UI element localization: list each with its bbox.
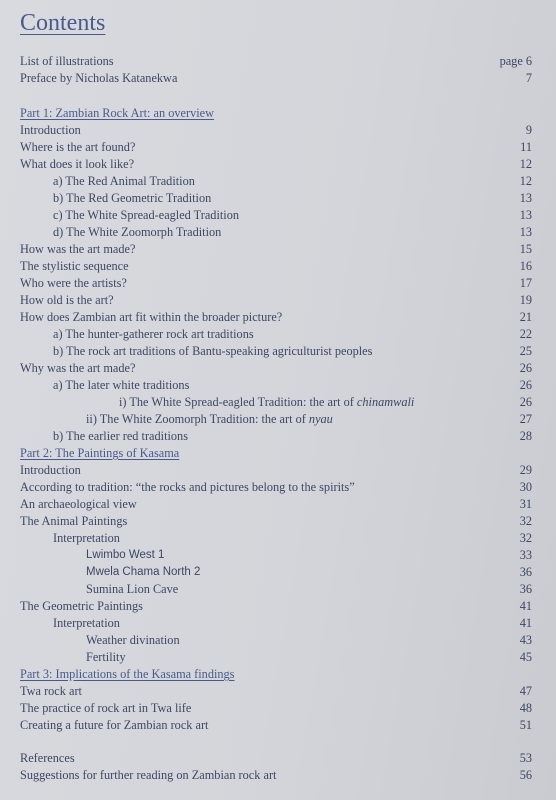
toc-entry-text: b) The Red Geometric Tradition xyxy=(53,191,212,205)
toc-entry-text: Who were the artists? xyxy=(20,276,127,290)
toc-page-number: 13 xyxy=(519,208,532,222)
toc-entry xyxy=(0,309,532,326)
toc-entry-text: An archaeological view xyxy=(20,497,137,511)
toc-entry-text: List of illustrations xyxy=(20,54,114,68)
toc-entry-title xyxy=(86,581,178,598)
toc-page-number: 11 xyxy=(520,140,532,154)
toc-entry xyxy=(0,598,532,615)
toc-entry xyxy=(0,530,532,547)
toc-entry xyxy=(0,513,532,530)
toc-entry xyxy=(0,156,532,173)
toc-entry-title xyxy=(20,496,137,513)
toc-page-number: 32 xyxy=(519,531,532,545)
toc-entry-title xyxy=(53,207,239,224)
toc-entry-text: What does it look like? xyxy=(20,157,135,171)
toc-entry-text: The stylistic sequence xyxy=(20,259,129,273)
toc-entry xyxy=(0,70,532,87)
toc-page-number: 36 xyxy=(519,565,532,579)
toc-entry xyxy=(0,462,532,479)
toc-page-number: 12 xyxy=(519,157,532,171)
toc-entry-text: a) The Red Animal Tradition xyxy=(53,174,195,188)
toc-entry-title xyxy=(20,241,135,258)
toc-entry-title xyxy=(20,462,81,479)
toc-page-number: 9 xyxy=(525,123,532,137)
toc-page-number: 26 xyxy=(519,361,532,375)
toc-entry-text: Weather divination xyxy=(86,633,180,647)
toc-entry xyxy=(0,649,532,666)
toc-entry-title xyxy=(20,767,276,784)
page-title: Contents xyxy=(20,10,106,36)
toc-entry-text: References xyxy=(20,751,75,765)
toc-entry-text: Preface by Nicholas Katanekwa xyxy=(20,71,178,85)
toc-entry xyxy=(0,411,532,428)
toc-entry xyxy=(0,615,532,632)
toc-entry xyxy=(0,496,532,513)
toc-entry-text: Interpretation xyxy=(53,531,120,545)
toc-entry-title xyxy=(20,445,179,462)
toc-entry-title xyxy=(53,224,221,241)
toc-entry xyxy=(0,377,532,394)
toc-entry-title xyxy=(86,649,126,666)
toc-entry-text: Introduction xyxy=(20,463,81,477)
toc-entry-title xyxy=(20,309,282,326)
toc-entry-title xyxy=(20,683,82,700)
toc-page-number: 25 xyxy=(519,344,532,358)
toc-page-number: 28 xyxy=(519,429,532,443)
toc-page-number: 43 xyxy=(519,633,532,647)
toc-page-number: 45 xyxy=(519,650,532,664)
toc-part-heading xyxy=(0,105,532,122)
toc-entry xyxy=(0,700,532,717)
toc-entry-text: Creating a future for Zambian rock art xyxy=(20,718,209,732)
toc-entry-text: a) The hunter-gatherer rock art traditions xyxy=(53,327,254,341)
toc-entry xyxy=(0,241,532,258)
toc-entry xyxy=(0,173,532,190)
toc-entry-title xyxy=(86,547,164,564)
toc-part-heading xyxy=(0,666,532,683)
toc-entry-title xyxy=(20,275,127,292)
toc-page-number: 32 xyxy=(519,514,532,528)
toc-entry-text: Why was the art made? xyxy=(20,361,136,375)
toc-entry-title xyxy=(20,598,143,615)
toc-entry-title xyxy=(20,360,135,377)
toc-entry-title xyxy=(20,700,191,717)
toc-entry-text: Where is the art found? xyxy=(20,140,136,154)
toc-entry xyxy=(0,275,532,292)
toc-entry xyxy=(0,207,532,224)
toc-entry-title xyxy=(20,139,135,156)
toc-entry xyxy=(0,326,532,343)
toc-entry-title xyxy=(20,666,234,683)
toc-page-number: 13 xyxy=(519,225,532,239)
toc-entry xyxy=(0,581,532,598)
toc-entry-text: The Animal Paintings xyxy=(20,514,128,528)
toc-entry-title xyxy=(53,190,211,207)
toc-page-number: 26 xyxy=(519,395,532,409)
toc-entry xyxy=(0,683,532,700)
toc-entry xyxy=(0,428,532,445)
toc-entry-title xyxy=(53,343,372,360)
toc-entry-text: Part 3: Implications of the Kasama findings xyxy=(20,667,235,681)
toc-entry xyxy=(0,224,532,241)
toc-entry-text: d) The White Zoomorph Tradition xyxy=(53,225,222,239)
toc-entry-italic-term: nyau xyxy=(308,412,333,426)
toc-entry-text: The practice of rock art in Twa life xyxy=(20,701,192,715)
toc-entry-title xyxy=(86,411,333,428)
toc-entry-text: c) The White Spread-eagled Tradition xyxy=(53,208,240,222)
toc-entry-title xyxy=(20,258,129,275)
toc-page-number: 16 xyxy=(519,259,532,273)
toc-page-number: 29 xyxy=(519,463,532,477)
toc-entry-text: a) The later white traditions xyxy=(53,378,190,392)
toc-entry-text: Interpretation xyxy=(53,616,120,630)
toc-entry xyxy=(0,343,532,360)
toc-page-number: 13 xyxy=(519,191,532,205)
toc-entry xyxy=(0,750,532,767)
toc-entry-text: Fertility xyxy=(86,650,126,664)
toc-part-heading xyxy=(0,445,532,462)
toc-page-number: 48 xyxy=(519,701,532,715)
toc-page-number: 53 xyxy=(519,751,532,765)
toc-entry-text: According to tradition: “the rocks and pictures belong to the spirits” xyxy=(20,480,355,494)
toc-page-number: 19 xyxy=(519,293,532,307)
toc-entry-text: Introduction xyxy=(20,123,81,137)
toc-page-number: 15 xyxy=(519,242,532,256)
toc-entry-text: ii) The White Zoomorph Tradition: the art of xyxy=(86,412,309,426)
toc-entry xyxy=(0,479,532,496)
toc-entry-text: How does Zambian art fit within the broader picture? xyxy=(20,310,283,324)
toc-page-number: 30 xyxy=(519,480,532,494)
toc-entry xyxy=(0,394,532,411)
toc-entry xyxy=(0,53,532,70)
toc-entry-title xyxy=(53,326,254,343)
toc-entry-title xyxy=(53,377,189,394)
toc-page-number: 21 xyxy=(519,310,532,324)
toc-entry-title xyxy=(20,105,214,122)
toc-page-number: 36 xyxy=(519,582,532,596)
toc-entry-title xyxy=(20,292,114,309)
toc-entry-title xyxy=(20,53,114,70)
toc-entry-text: Suggestions for further reading on Zambian rock art xyxy=(20,768,277,782)
toc-page-number: 47 xyxy=(519,684,532,698)
toc-page-number: 7 xyxy=(525,71,532,85)
toc-entry-text: Sumina Lion Cave xyxy=(86,582,179,596)
toc-entry-text: Twa rock art xyxy=(20,684,82,698)
toc-entry xyxy=(0,292,532,309)
toc-entry-text: Part 2: The Paintings of Kasama xyxy=(20,446,180,460)
toc-entry xyxy=(0,360,532,377)
toc-page-number: 56 xyxy=(519,768,532,782)
toc-entry-title xyxy=(20,513,127,530)
toc-entry xyxy=(0,122,532,139)
toc-entry-text: How old is the art? xyxy=(20,293,114,307)
toc-entry xyxy=(0,564,532,581)
toc-page-number: 27 xyxy=(519,412,532,426)
toc-entry-title xyxy=(53,428,188,445)
toc-entry-title xyxy=(20,750,75,767)
toc-entry-title xyxy=(53,173,195,190)
toc-page-number: 51 xyxy=(519,718,532,732)
toc-entry xyxy=(0,190,532,207)
toc-entry-title xyxy=(53,530,120,547)
toc-entry-text: The Geometric Paintings xyxy=(20,599,143,613)
toc-entry-title xyxy=(20,70,177,87)
toc-entry xyxy=(0,717,532,734)
toc-page-number: page 6 xyxy=(499,54,532,68)
toc-page-number: 26 xyxy=(519,378,532,392)
toc-page-number: 12 xyxy=(519,174,532,188)
toc-page-number: 41 xyxy=(519,616,532,630)
toc-entry xyxy=(0,632,532,649)
toc-page-number: 22 xyxy=(519,327,532,341)
toc-entry xyxy=(0,258,532,275)
toc-entry-title xyxy=(20,156,134,173)
toc-entry-text: Mwela Chama North 2 xyxy=(86,566,201,578)
toc-entry-text: i) The White Spread-eagled Tradition: the art of xyxy=(119,395,357,409)
toc-entry-title xyxy=(20,122,81,139)
toc-entry-title xyxy=(20,479,355,496)
toc-entry-text: Part 1: Zambian Rock Art: an overview xyxy=(20,106,214,120)
toc-entry xyxy=(0,547,532,564)
toc-entry-title xyxy=(86,564,200,581)
toc-entry-title xyxy=(86,632,180,649)
toc-page-number: 31 xyxy=(519,497,532,511)
toc-page-number: 41 xyxy=(519,599,532,613)
toc-page-number: 33 xyxy=(519,548,532,562)
toc-entry-text: b) The earlier red traditions xyxy=(53,429,188,443)
toc-page-number: 17 xyxy=(519,276,532,290)
toc-entry-title xyxy=(20,717,208,734)
toc-entry-title xyxy=(53,615,120,632)
toc-entry-text: How was the art made? xyxy=(20,242,136,256)
toc-entry-title xyxy=(119,394,414,411)
toc-entry-text: Lwimbo West 1 xyxy=(86,549,165,561)
toc-entry-text: b) The rock art traditions of Bantu-speaking agriculturist peoples xyxy=(53,344,373,358)
toc-entry xyxy=(0,767,532,784)
toc-entry xyxy=(0,139,532,156)
toc-entry-italic-term: chinamwali xyxy=(356,395,415,409)
